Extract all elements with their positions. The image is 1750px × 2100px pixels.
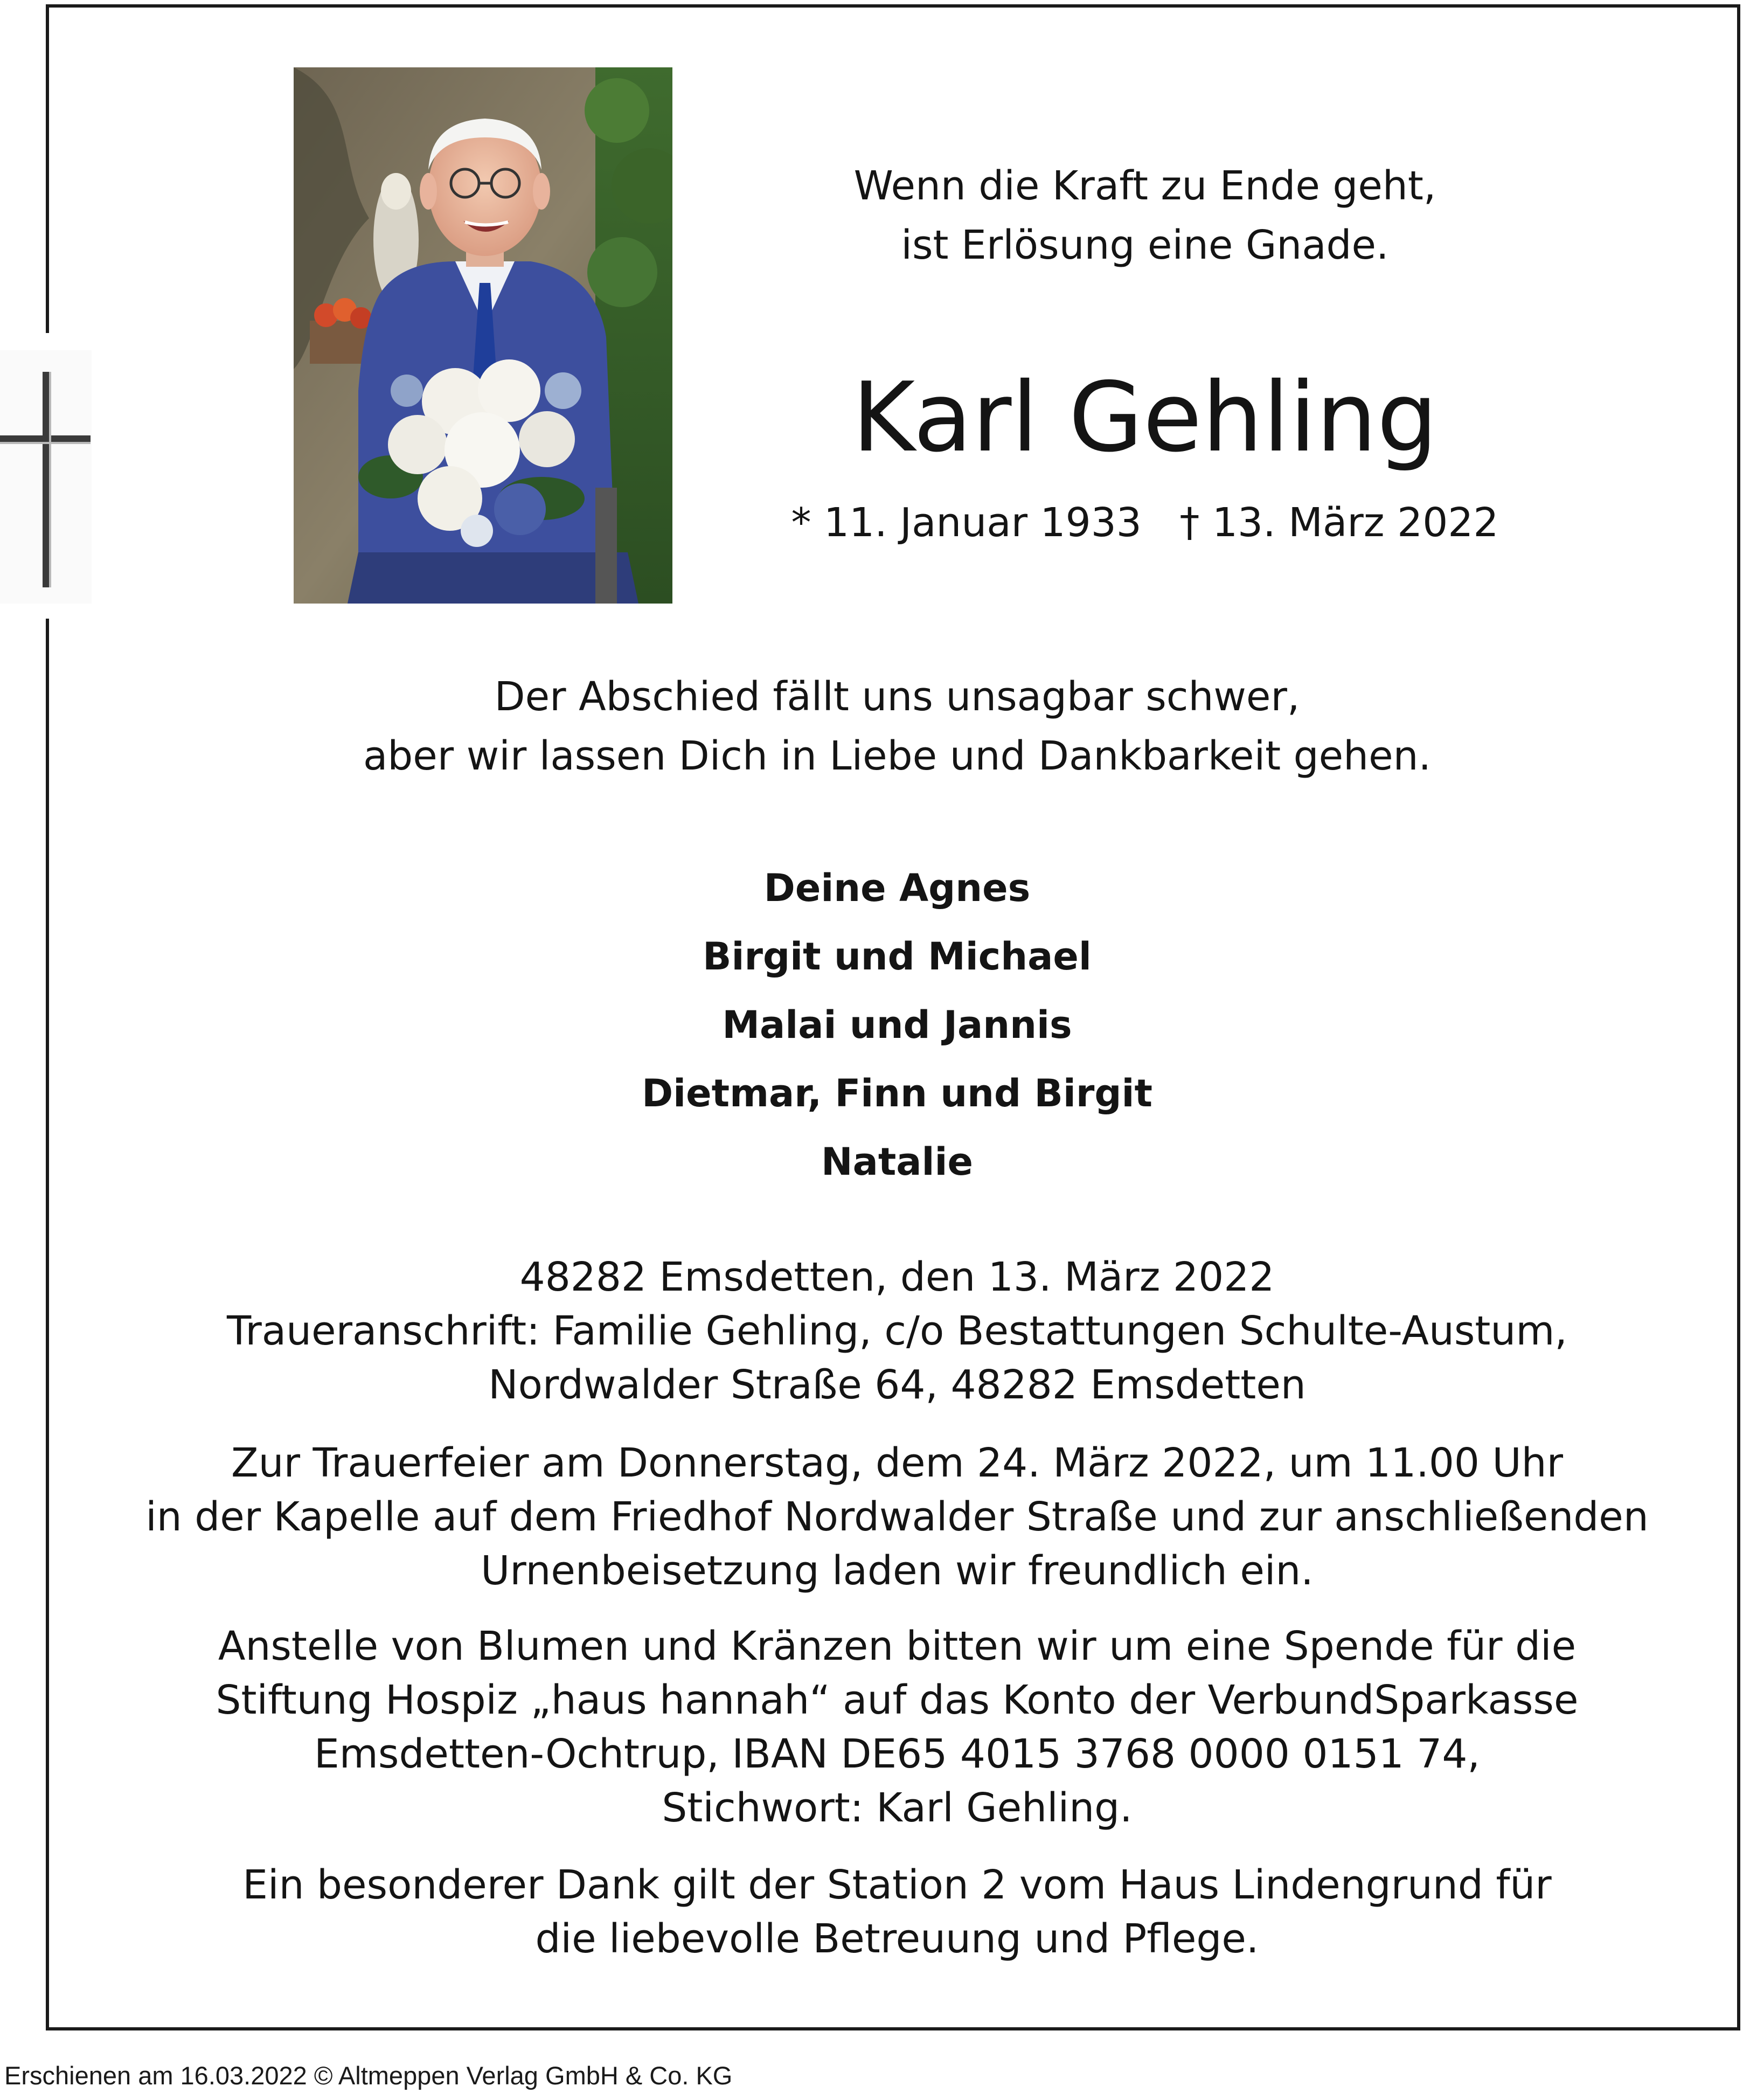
donation-line: Stiftung Hospiz „haus hannah“ auf das Konto der VerbundSparkasse <box>216 1677 1579 1723</box>
thanks-text <box>92 1858 1703 1966</box>
address-line: 48282 Emsdetten, den 13. März 2022 <box>519 1254 1275 1300</box>
address-line: Nordwalder Straße 64, 48282 Emsdetten <box>488 1362 1306 1408</box>
mourner-name: Dietmar, Finn und Birgit <box>642 1071 1152 1115</box>
mourner-name: Natalie <box>821 1140 973 1184</box>
ceremony-line: Zur Trauerfeier am Donnerstag, dem 24. März 2022, um 11.00 Uhr <box>231 1440 1564 1486</box>
farewell-line: Der Abschied fällt uns unsagbar schwer, <box>494 674 1300 720</box>
mourner-name: Malai und Jannis <box>722 1003 1072 1047</box>
portrait-photo <box>294 67 672 604</box>
memorial-quote <box>754 156 1536 275</box>
farewell-text <box>92 667 1703 786</box>
donation-line: Stichwort: Karl Gehling. <box>662 1785 1133 1831</box>
thanks-line: Ein besonderer Dank gilt der Station 2 vom Haus Lindengrund für <box>242 1862 1552 1908</box>
quote-line: Wenn die Kraft zu Ende geht, <box>853 163 1436 209</box>
ceremony-line: in der Kapelle auf dem Friedhof Nordwalder Straße und zur anschließenden <box>145 1494 1649 1540</box>
thanks-line: die liebevolle Betreuung und Pflege. <box>535 1916 1259 1962</box>
quote-line: ist Erlösung eine Gnade. <box>901 222 1389 268</box>
cross-icon <box>0 350 92 604</box>
ceremony-info <box>92 1436 1703 1598</box>
donation-info <box>92 1619 1703 1835</box>
deceased-name: Karl Gehling <box>852 362 1438 473</box>
life-dates: * 11. Januar 1933 † 13. März 2022 <box>791 500 1499 546</box>
mourning-address <box>92 1250 1703 1412</box>
mourners-list <box>92 854 1703 1196</box>
donation-line: Emsdetten-Ochtrup, IBAN DE65 4015 3768 0000 0151 74, <box>314 1731 1480 1777</box>
mourner-name: Birgit und Michael <box>703 934 1092 979</box>
mourner-name: Deine Agnes <box>763 866 1031 910</box>
donation-line: Anstelle von Blumen und Kränzen bitten wir um eine Spende für die <box>218 1623 1577 1669</box>
farewell-line: aber wir lassen Dich in Liebe und Dankbarkeit gehen. <box>363 733 1432 779</box>
address-line: Traueranschrift: Familie Gehling, c/o Bestattungen Schulte-Austum, <box>227 1308 1567 1354</box>
ceremony-line: Urnenbeisetzung laden wir freundlich ein. <box>481 1548 1314 1594</box>
publication-footer: Erschienen am 16.03.2022 © Altmeppen Verlag GmbH & Co. KG <box>4 2061 733 2090</box>
